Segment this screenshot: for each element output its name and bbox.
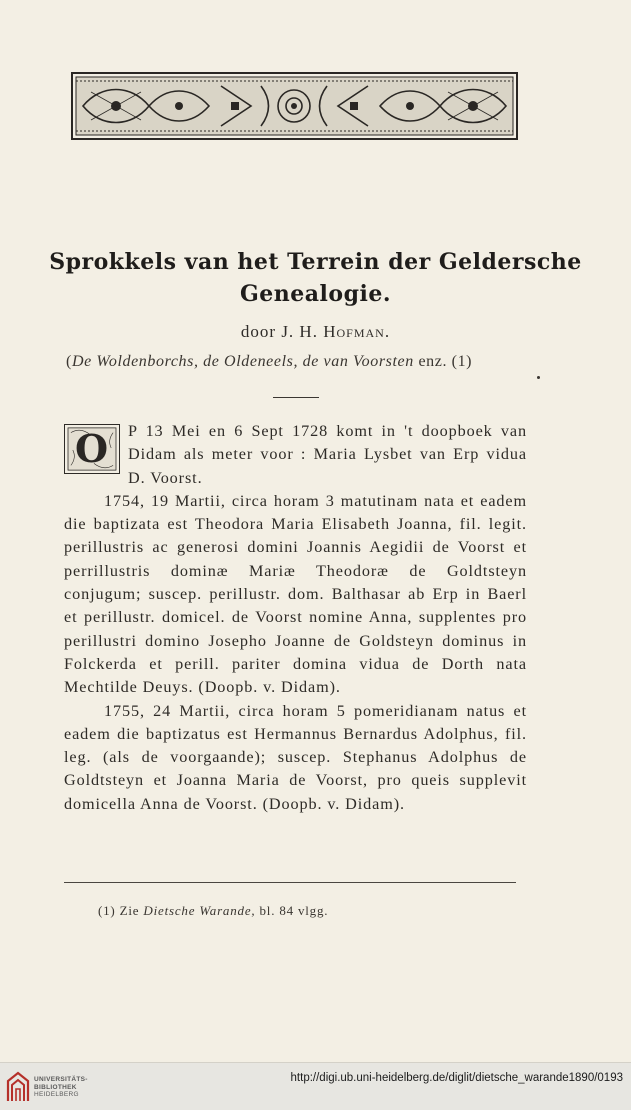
library-name-line-1: UNIVERSITÄTS- xyxy=(34,1076,88,1083)
university-library-logo-icon xyxy=(6,1071,30,1103)
title-line-2: Genealogie. xyxy=(240,281,391,307)
subtitle-rest: enz. (1) xyxy=(413,353,473,370)
footnote-italic: Dietsche Warande, xyxy=(143,903,256,918)
ornament-graphic xyxy=(71,72,518,140)
library-footer-bar xyxy=(0,1062,631,1110)
section-divider xyxy=(273,397,319,398)
article-title xyxy=(40,246,591,310)
subtitle-italic: De Woldenborchs, de Oldeneels, de van Voorsten xyxy=(71,353,414,370)
author-name: Hofman. xyxy=(323,322,391,341)
library-name xyxy=(34,1076,88,1099)
source-url-link[interactable]: http://digi.ub.uni-heidelberg.de/diglit/dietsche_warande1890/0193 xyxy=(290,1072,623,1084)
paragraph-1-text: P 13 Mei en 6 Sept 1728 komt in 't doopboek van Didam als meter voor : Maria Lysbet van Erp vidua D. Voorst. xyxy=(128,422,527,487)
title-line-1: Sprokkels van het Terrein der Geldersche xyxy=(49,249,582,275)
subtitle-open: ( xyxy=(66,353,72,370)
footnote-prefix: (1) Zie xyxy=(98,903,140,918)
article-body xyxy=(64,420,527,816)
stray-mark xyxy=(537,376,540,379)
paragraph-2: 1754, 19 Martii, circa horam 3 matutinam nata et eadem die baptizata est Theodora Maria Elisabeth Joanna, fil. legit. perillustris ac generosi domini Joannis Aegidii de Voorst et perrillustris dominæ Mariæ Theodoræ de Goldtsteyn conjugum; suscep. perillustr. dom. Balthasar ab Erp in Baerl et perillustr. domicel. de Voorst nomine Anna, supplentes pro perillustri domino Josepho Joanne de Goldsteyn dominus in Folckerda et perill. pariter domina vidua de Dorth nata Mechtilde Deuys. (Doopb. v. Didam). xyxy=(64,491,527,697)
article-subtitle xyxy=(66,353,566,371)
author-line xyxy=(40,322,591,342)
dropcap xyxy=(64,424,120,474)
paragraph-3: 1755, 24 Martii, circa horam 5 pomeridianam natus et eadem die baptizatus est Hermannus Bernardus Adolphus, fil. leg. (als de voorgaande); suscep. Stephanus Adolphus de Goldtsteyn et Joanna Maria de Voorst, pro queis supplevit domicella Anna de Voorst. (Doopb. v. Didam). xyxy=(64,701,527,813)
footnote-suffix: bl. 84 vlgg. xyxy=(255,903,329,918)
dropcap-letter: O xyxy=(74,426,109,472)
footnote xyxy=(98,903,328,919)
library-name-line-3: HEIDELBERG xyxy=(34,1091,79,1098)
paragraph-1 xyxy=(64,420,527,490)
author-prefix: door J. H. xyxy=(240,322,318,341)
library-name-line-2: BIBLIOTHEK xyxy=(34,1083,77,1091)
ornamental-header-band xyxy=(71,72,518,140)
footnote-divider xyxy=(64,882,516,883)
